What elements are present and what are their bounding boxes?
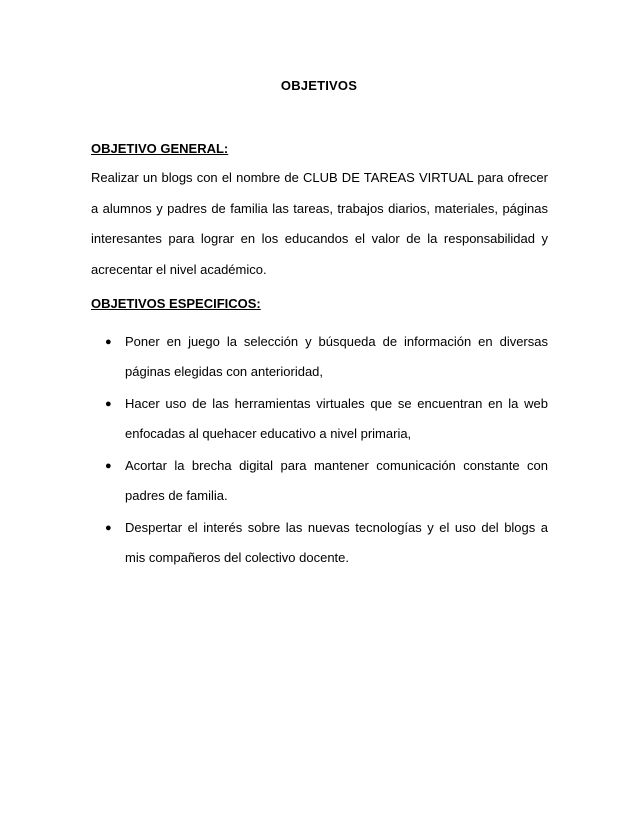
bullet-icon: ● bbox=[105, 336, 112, 348]
general-objective-text: Realizar un blogs con el nombre de CLUB DE TAREAS VIRTUAL para ofrecer a alumnos y padres de familia las tareas, trabajos diarios, materiales, páginas interesantes para lograr en los educandos el valor de la responsabilidad y acrecentar el nivel académico. bbox=[91, 170, 548, 277]
list-item bbox=[91, 513, 548, 573]
page-title: OBJETIVOS bbox=[280, 78, 358, 93]
general-objective-heading: OBJETIVO GENERAL: bbox=[91, 141, 229, 156]
specific-objectives-list bbox=[91, 327, 548, 575]
bullet-icon: ● bbox=[105, 522, 112, 534]
list-item bbox=[91, 327, 548, 387]
list-item-text: Despertar el interés sobre las nuevas tecnologías y el uso del blogs a mis compañeros del colectivo docente. bbox=[125, 520, 548, 565]
list-item-text: Acortar la brecha digital para mantener comunicación constante con padres de familia. bbox=[125, 458, 548, 503]
bullet-icon: ● bbox=[105, 398, 112, 410]
list-item-text: Poner en juego la selección y búsqueda de información en diversas páginas elegidas con anterioridad, bbox=[125, 334, 548, 379]
list-item-text: Hacer uso de las herramientas virtuales que se encuentran en la web enfocadas al quehacer educativo a nivel primaria, bbox=[125, 396, 548, 441]
list-item bbox=[91, 451, 548, 511]
bullet-icon: ● bbox=[105, 460, 112, 472]
list-item bbox=[91, 389, 548, 449]
specific-objectives-heading: OBJETIVOS ESPECIFICOS: bbox=[91, 296, 261, 311]
